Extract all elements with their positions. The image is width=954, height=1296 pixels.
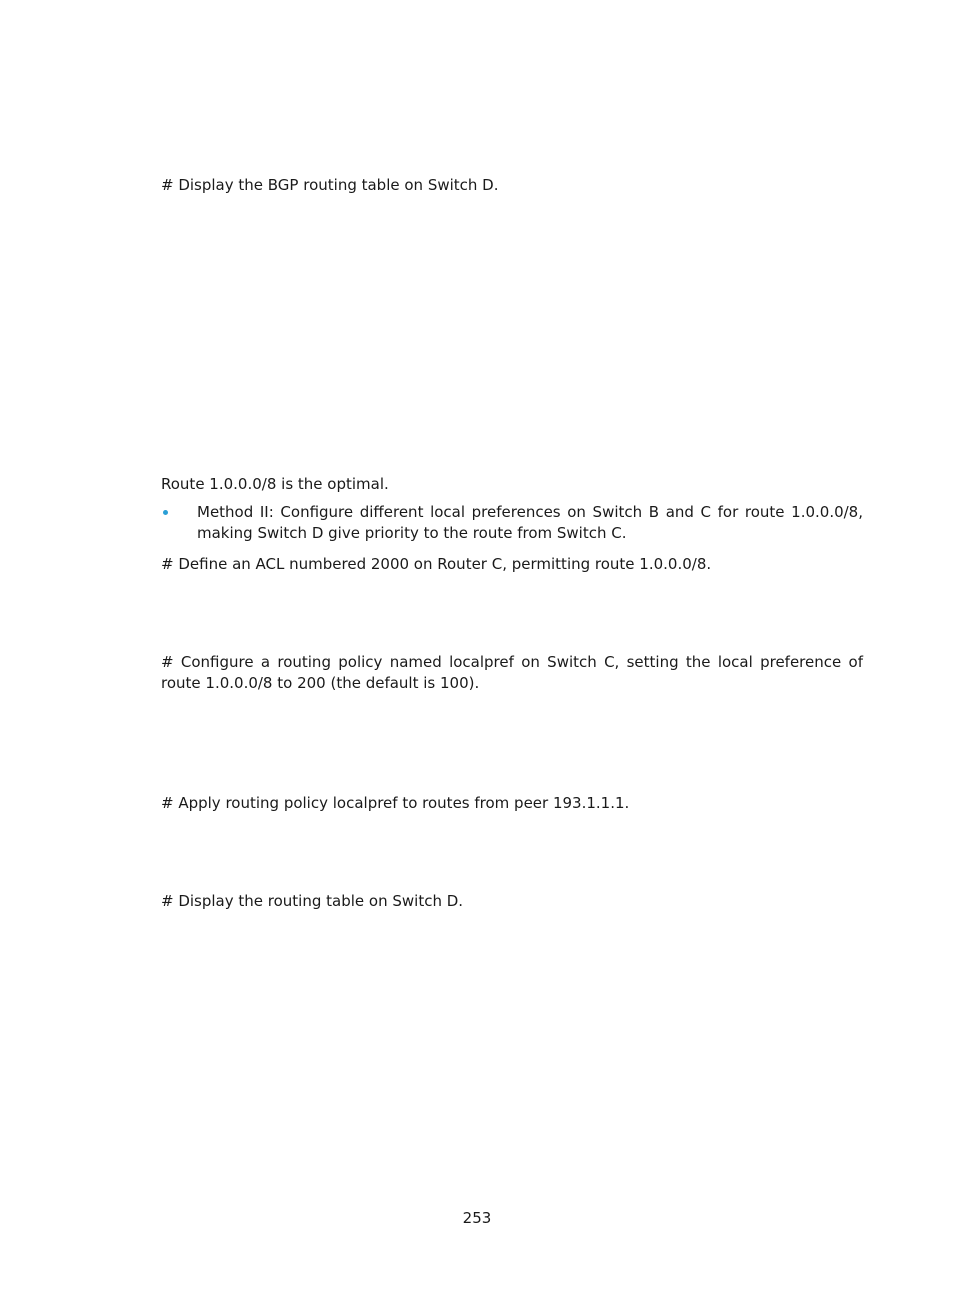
bullet-icon: [163, 510, 168, 515]
paragraph-define-acl: # Define an ACL numbered 2000 on Router C, permitting route 1.0.0.0/8.: [161, 555, 712, 573]
paragraph-apply-policy: # Apply routing policy localpref to routes from peer 193.1.1.1.: [161, 794, 630, 812]
paragraph-configure-policy: # Configure a routing policy named localpref on Switch C, setting the local preference of route 1.0.0.0/8 to 200 (the default is 100).: [161, 653, 863, 692]
paragraph-display-bgp: # Display the BGP routing table on Switch D.: [161, 176, 499, 194]
paragraph-display-routing: # Display the routing table on Switch D.: [161, 892, 464, 910]
page-number: 253: [462, 1209, 492, 1227]
paragraph-route-optimal: Route 1.0.0.0/8 is the optimal.: [161, 475, 389, 493]
bullet-text: Method II: Configure different local preferences on Switch B and C for route 1.0.0.0/8, making Switch D give priority to the route from Switch C.: [197, 503, 863, 542]
